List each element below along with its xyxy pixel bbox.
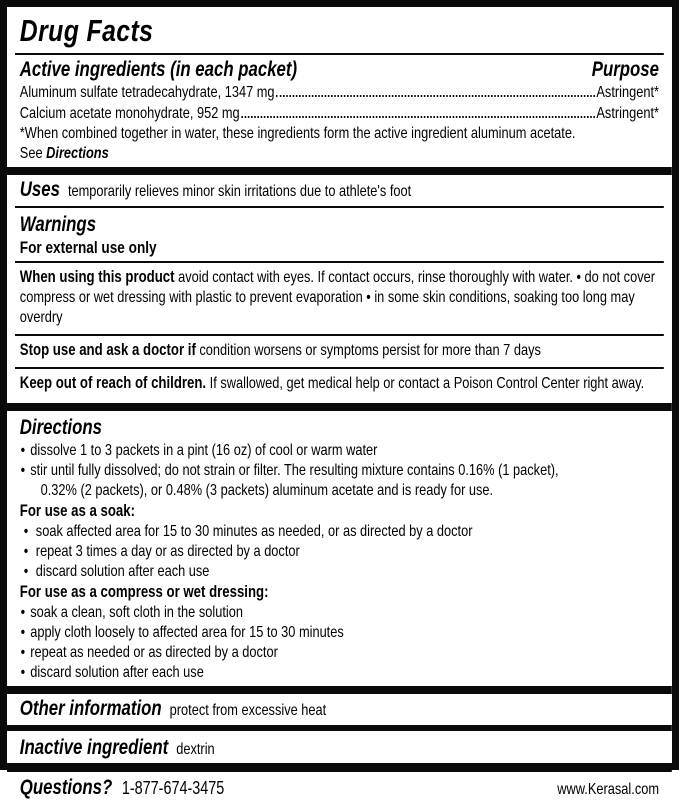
ingredients-footnote: *When combined together in water, these ingredients form the active ingredient aluminum acetate. — [19, 125, 576, 142]
list-item: • apply cloth loosely to affected area for 15 to 30 minutes — [20, 623, 659, 643]
section-bar — [7, 686, 672, 694]
directions-main-list — [20, 441, 659, 481]
stop-use-label: Stop use and ask a doctor if — [19, 341, 196, 359]
inactive-ingredient-heading: Inactive ingredient — [19, 736, 169, 759]
list-item: • discard solution after each use — [20, 663, 659, 683]
keep-out-paragraph — [7, 369, 672, 403]
ingredient-purpose: Astringent* — [596, 84, 659, 101]
section-bar — [7, 403, 672, 411]
ingredient-purpose: Astringent* — [596, 105, 659, 122]
compress-group-label: For use as a compress or wet dressing: — [19, 583, 269, 601]
section-bar — [7, 167, 672, 175]
active-ingredients-heading: Active ingredients (in each packet) — [19, 58, 298, 81]
purpose-heading: Purpose — [591, 58, 659, 81]
label-content — [7, 7, 672, 803]
inactive-ingredient-section — [7, 731, 672, 766]
list-item: • repeat 3 times a day or as directed by a doctor — [20, 542, 659, 562]
directions-heading: Directions — [19, 416, 102, 439]
questions-phone: 1-877-674-3475 — [121, 778, 225, 798]
active-ingredients-section — [7, 55, 672, 167]
questions-heading: Questions? — [19, 776, 113, 799]
keep-out-text: If swallowed, get medical help or contact a Poison Control Center right away. — [209, 375, 645, 392]
ingredient-name: Calcium acetate monohydrate, 952 mg — [19, 105, 240, 122]
other-information-section — [7, 694, 672, 725]
external-use-warning: For external use only — [19, 238, 157, 257]
uses-heading: Uses — [19, 178, 60, 201]
page-title: Drug Facts — [19, 13, 154, 48]
stop-use-paragraph — [7, 336, 672, 367]
list-item: • stir until fully dissolved; do not strain or filter. The resulting mixture contains 0.16% (1 packet), — [20, 461, 659, 481]
directions-section — [7, 411, 672, 686]
see-prefix: See — [19, 145, 43, 162]
other-information-heading: Other information — [19, 697, 162, 720]
ingredient-name: Aluminum sulfate tetradecahydrate, 1347 mg — [19, 84, 275, 101]
ingredient-row — [20, 82, 659, 103]
when-using-paragraph — [7, 263, 672, 334]
warnings-heading: Warnings — [19, 213, 97, 236]
other-information-text: protect from excessive heat — [169, 702, 327, 719]
soak-group-label: For use as a soak: — [19, 502, 135, 520]
when-using-label: When using this product — [19, 268, 175, 286]
list-item: • dissolve 1 to 3 packets in a pint (16 oz) of cool or warm water — [20, 441, 659, 461]
see-directions-note — [20, 144, 659, 164]
dot-leader — [276, 95, 595, 97]
warnings-section — [7, 208, 672, 261]
see-reference: Directions — [46, 145, 109, 162]
list-item: • repeat as needed or as directed by a doctor — [20, 643, 659, 663]
list-item: • soak affected area for 15 to 30 minutes as needed, or as directed by a doctor — [20, 522, 659, 542]
dot-leader — [241, 116, 595, 118]
questions-section — [7, 772, 672, 803]
soak-list — [20, 522, 659, 582]
when-using-text: avoid contact with eyes. If contact occurs, rinse thoroughly with water. • do not cover compress or wet dressing with plastic to prevent evaporation • in some skin conditions, soaking too long may overdry — [19, 269, 655, 326]
compress-list — [20, 603, 659, 683]
list-item: • soak a clean, soft cloth in the solution — [20, 603, 659, 623]
list-item: • discard solution after each use — [20, 562, 659, 582]
list-item-continuation: 0.32% (2 packets), or 0.48% (3 packets) aluminum acetate and is ready for use. — [40, 482, 494, 499]
stop-use-text: condition worsens or symptoms persist for more than 7 days — [199, 342, 541, 359]
website-url: www.Kerasal.com — [557, 781, 659, 798]
keep-out-label: Keep out of reach of children. — [19, 374, 207, 392]
uses-section — [7, 175, 672, 206]
inactive-ingredient-text: dextrin — [176, 741, 215, 758]
uses-text: temporarily relieves minor skin irritations due to athlete's foot — [67, 183, 412, 200]
ingredient-row — [20, 103, 659, 124]
